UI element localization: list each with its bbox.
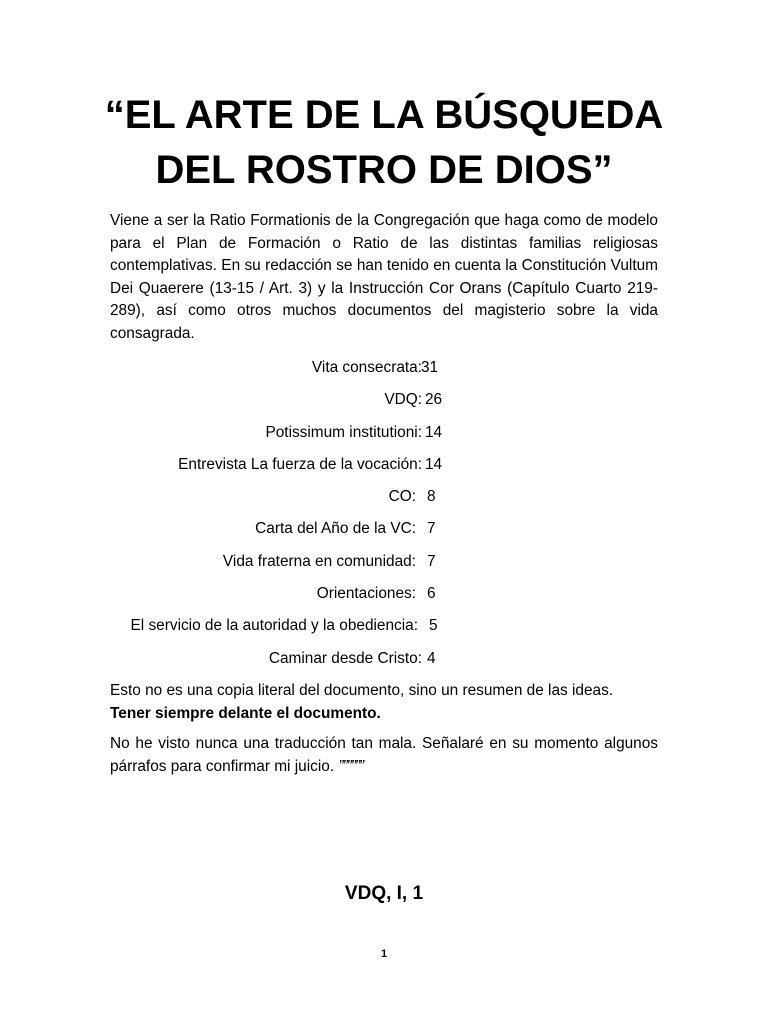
title-line-1: “EL ARTE DE LA BÚSQUEDA <box>104 93 664 137</box>
summary-note <box>110 680 658 725</box>
reference-row <box>110 610 658 642</box>
reference-row <box>110 546 658 578</box>
reference-row <box>110 481 658 513</box>
quote-marks: ”””””” <box>338 757 364 775</box>
reference-value: 7 <box>427 552 436 570</box>
reference-label: Entrevista La fuerza de la vocación: <box>178 455 422 473</box>
reference-row <box>110 384 658 416</box>
reference-value: 8 <box>427 488 436 506</box>
reference-label: Carta del Año de la VC: <box>255 520 416 538</box>
reference-value: 31 <box>421 359 439 376</box>
summary-note-text: Esto no es una copia literal del documento, sino un resumen de las ideas. <box>110 682 614 699</box>
translation-note-text: No he visto nunca una traducción tan mala. Señalaré en su momento algunos párrafos para confirmar mi juicio. <box>110 735 658 775</box>
reference-row <box>110 643 658 675</box>
reference-value: 26 <box>425 391 443 409</box>
title-line-2: DEL ROSTRO DE DIOS” <box>155 148 613 192</box>
reference-value: 5 <box>429 617 438 635</box>
reference-row <box>110 578 658 610</box>
intro-paragraph: Viene a ser la Ratio Formationis de la Congregación que haga como de modelo para el Plan de Formación o Ratio de las distintas familias religiosas contemplativas. En su redacción se han tenido en cuenta la Constitución Vultum Dei Quaerere (13-15 / Art. 3) y la Instrucción Cor Orans (Capítulo Cuarto 219-289), así como otros muchos documentos del magisterio sobre la vida consagrada. <box>110 212 658 342</box>
translation-note <box>110 733 658 778</box>
reference-row <box>110 352 658 384</box>
reference-label: Vita consecrata: <box>311 359 422 376</box>
reference-list <box>110 352 658 675</box>
section-heading: VDQ, I, 1 <box>344 883 424 904</box>
reference-label: El servicio de la autoridad y la obediencia: <box>130 617 418 635</box>
reference-value: 7 <box>427 520 436 538</box>
document-title <box>0 88 768 198</box>
summary-note-emphasis: Tener siempre delante el documento. <box>110 704 381 722</box>
reference-row <box>110 449 658 481</box>
reference-value: 14 <box>425 423 443 441</box>
reference-value: 4 <box>427 649 436 667</box>
reference-row <box>110 417 658 449</box>
page-number: 1 <box>380 948 388 960</box>
reference-row <box>110 513 658 545</box>
reference-value: 14 <box>425 455 443 473</box>
reference-label: Potissimum institutioni: <box>265 423 422 441</box>
reference-label: Caminar desde Cristo: <box>268 649 422 667</box>
reference-value: 6 <box>427 585 436 603</box>
reference-label: Vida fraterna en comunidad: <box>222 552 416 570</box>
reference-label: VDQ: <box>384 391 422 409</box>
reference-label: CO: <box>388 488 416 506</box>
reference-label: Orientaciones: <box>316 585 416 603</box>
